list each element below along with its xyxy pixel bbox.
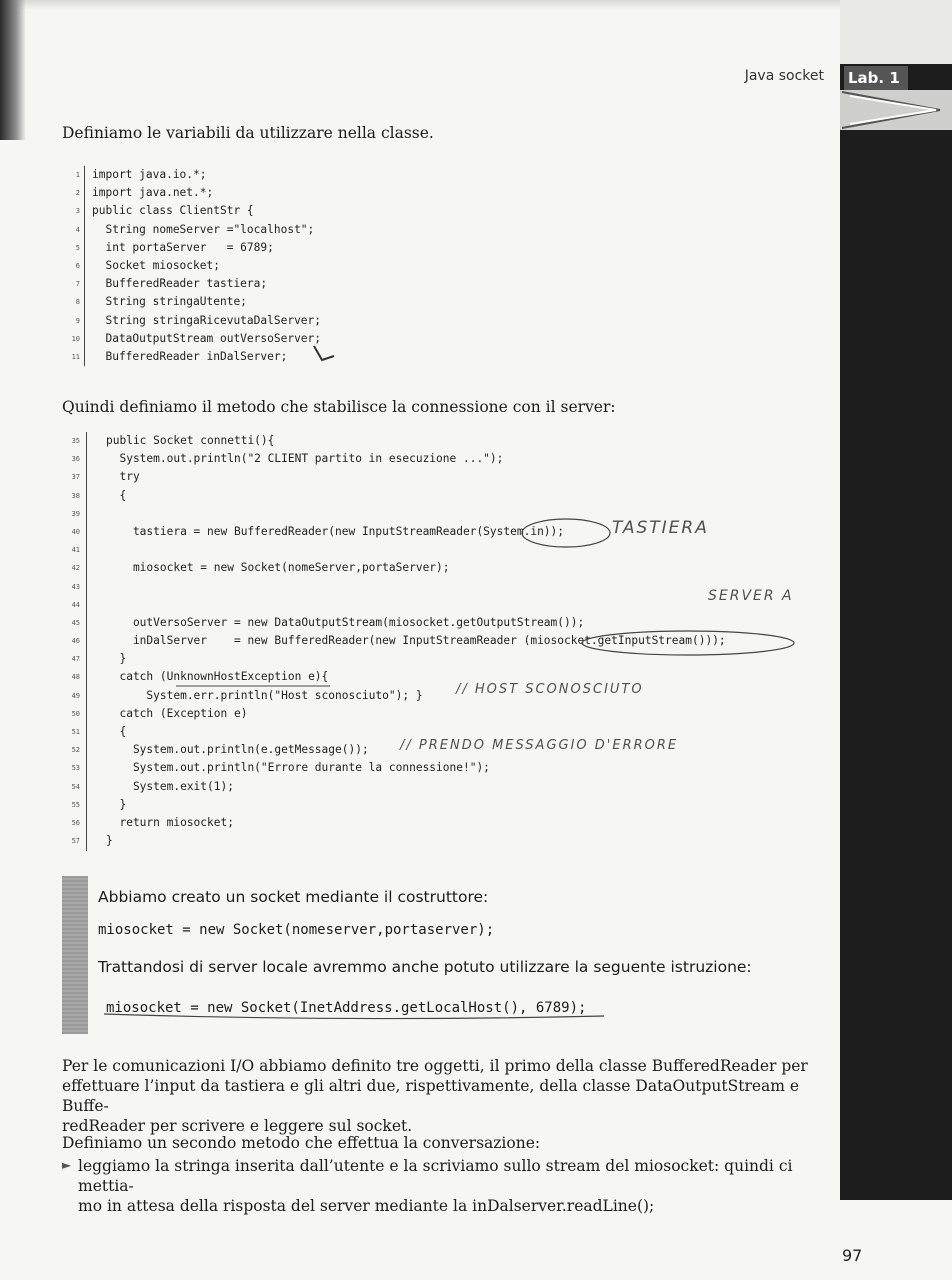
code-text: miosocket = new Socket(nomeServer,portaServer); (106, 561, 450, 575)
line-number: 3 (75, 207, 80, 216)
info-box (62, 876, 832, 1036)
code-text: System.out.println("Errore durante la connessione!"); (106, 761, 490, 775)
code-text: catch (Exception e) (106, 706, 248, 720)
line-number: 1 (75, 171, 80, 179)
box-text-1: Abbiamo creato un socket mediante il costruttore: (98, 888, 489, 906)
line-number: 8 (75, 298, 80, 307)
code-text: public Socket connetti(){ (106, 434, 275, 447)
box-text-2: Trattandosi di server locale avremmo anche potuto utilizzare la seguente istruzione: (98, 958, 752, 976)
code-text: } (106, 834, 113, 848)
line-number: 56 (71, 818, 80, 827)
bullet-item (78, 1156, 838, 1216)
line-number: 37 (71, 473, 80, 482)
code-text: System.out.println("2 CLIENT partito in esecuzione ..."); (106, 452, 504, 466)
line-number: 47 (71, 655, 80, 664)
code-text: String stringaRicevutaDalServer; (92, 313, 322, 327)
line-number: 48 (71, 673, 80, 682)
intro-variables: Definiamo le variabili da utilizzare nella classe. (62, 124, 434, 142)
paragraph-io-objects (62, 1056, 832, 1136)
box-accent-bar (62, 876, 88, 1034)
line-number: 5 (75, 243, 80, 252)
intro-second-method: Definiamo un secondo metodo che effettua la conversazione: (62, 1134, 541, 1152)
code-text: { (106, 725, 127, 738)
text-line: effettuare l’input da tastiera e gli altri due, rispettivamente, della classe DataOutputStream e Buffe- (62, 1077, 800, 1115)
code-text: public class ClientStr { (92, 204, 254, 218)
handwritten-host-sconosciuto: // HOST SCONOSCIUTO (456, 682, 644, 697)
line-number: 41 (71, 546, 80, 555)
bullet-icon: ► (62, 1158, 72, 1172)
line-number: 45 (71, 618, 80, 627)
code-text: String nomeServer ="localhost"; (92, 222, 315, 236)
scan-shadow (0, 0, 840, 10)
box-code-2: miosocket = new Socket(InetAddress.getLocalHost(), 6789); (106, 1000, 587, 1016)
code-text: import java.io.*; (92, 168, 207, 181)
code-text: { (106, 488, 127, 502)
line-number: 40 (71, 527, 80, 536)
line-number: 4 (75, 225, 80, 234)
scan-edge-shadow (0, 0, 26, 140)
code-text: tastiera = new BufferedReader(new InputStreamReader(System.in)); (106, 524, 565, 538)
page-number: 97 (842, 1246, 863, 1265)
text-line: mo in attesa della risposta del server mediante la inDalserver.readLine(); (78, 1197, 655, 1215)
chapter-sidebar (840, 0, 952, 1200)
line-number: 7 (75, 280, 80, 289)
line-number: 10 (71, 334, 80, 343)
line-number: 54 (71, 782, 80, 791)
line-number: 52 (71, 746, 80, 755)
code-text: } (106, 652, 127, 666)
text-line: leggiamo la stringa inserita dall’utente e la scriviamo sullo stream del miosocket: quindi ci mettia- (78, 1157, 793, 1195)
handwritten-server-a: SERVER A (708, 588, 794, 604)
line-number: 55 (71, 800, 80, 809)
code-text: BufferedReader inDalServer; (92, 349, 288, 363)
line-number: 51 (71, 728, 80, 736)
code-text: System.exit(1); (106, 779, 234, 793)
chapter-sidebar-top (840, 0, 952, 64)
code-text: String stringaUtente; (92, 295, 247, 309)
line-number: 57 (71, 837, 80, 846)
line-number: 39 (71, 509, 80, 518)
line-number: 9 (75, 316, 80, 325)
code-text: return miosocket; (106, 815, 234, 829)
code-text: BufferedReader tastiera; (92, 277, 268, 291)
code-text: Socket miosocket; (92, 258, 220, 272)
line-number: 2 (75, 189, 80, 198)
line-number: 6 (75, 261, 80, 270)
code-text: System.err.println("Host sconosciuto"); } (106, 688, 423, 702)
line-number: 53 (71, 764, 80, 773)
box-code-1: miosocket = new Socket(nomeserver,portaserver); (98, 922, 495, 938)
sidebar-decoration (840, 90, 952, 130)
lab-badge: Lab. 1 (844, 66, 908, 90)
running-header: Java socket (744, 68, 824, 84)
line-number: 49 (71, 691, 80, 700)
line-number: 43 (71, 582, 80, 591)
text-line: redReader per scrivere e leggere sul socket. (62, 1117, 413, 1135)
code-text: try (106, 470, 140, 484)
line-number: 44 (71, 600, 80, 609)
code-text: outVersoServer = new DataOutputStream(miosocket.getOutputStream()); (106, 615, 585, 629)
code-text: DataOutputStream outVersoServer; (92, 331, 322, 345)
line-number: 36 (71, 455, 80, 464)
text-line: Per le comunicazioni I/O abbiamo definito tre oggetti, il primo della classe BufferedReader per (62, 1057, 808, 1075)
code-text: int portaServer = 6789; (92, 240, 274, 254)
line-number: 11 (71, 352, 80, 361)
line-number: 35 (71, 437, 80, 445)
code-text: System.out.println(e.getMessage()); (106, 743, 369, 757)
code-gutter-line (86, 432, 87, 851)
code-text: } (106, 797, 127, 811)
code-text: inDalServer = new BufferedReader(new InputStreamReader (miosocket.getInputStream())); (106, 634, 726, 648)
intro-connect-method: Quindi definiamo il metodo che stabilisce la connessione con il server: (62, 398, 616, 416)
line-number: 46 (71, 637, 80, 646)
code-text: import java.net.*; (92, 186, 214, 200)
handwritten-tastiera: TASTIERA (612, 518, 709, 538)
line-number: 42 (71, 564, 80, 573)
code-text: catch (UnknownHostException e){ (106, 670, 329, 684)
line-number: 38 (71, 491, 80, 500)
handwritten-prendo-messaggio: // PRENDO MESSAGGIO D'ERRORE (400, 738, 679, 753)
code-gutter-line (84, 166, 85, 366)
line-number: 50 (71, 709, 80, 718)
